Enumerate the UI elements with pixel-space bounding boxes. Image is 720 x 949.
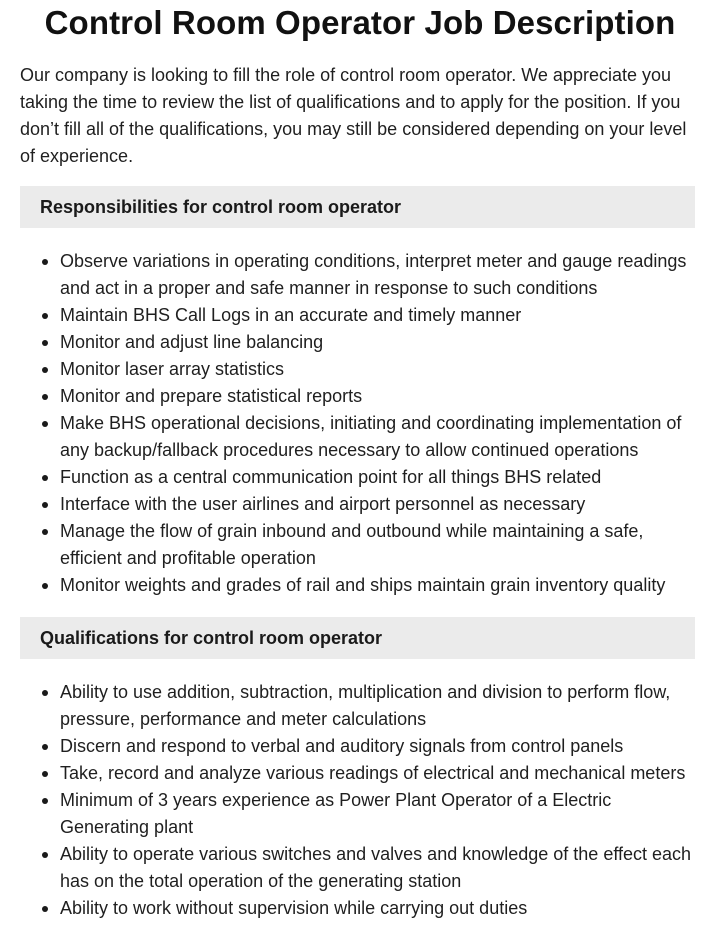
bullet-icon (42, 583, 48, 589)
list-item (20, 383, 700, 410)
list-item-text: Monitor laser array statistics (60, 359, 285, 379)
list-item-text: Observe variations in operating conditions, interpret meter and gauge readings and act in a proper and safe manner in response to such conditions (60, 251, 687, 298)
qualifications-heading: Qualifications for control room operator (20, 617, 695, 659)
list-item (20, 491, 700, 518)
list-item (20, 302, 700, 329)
bullet-icon (42, 394, 48, 400)
list-item (20, 410, 700, 464)
bullet-icon (42, 798, 48, 804)
list-item (20, 572, 700, 599)
list-item-text: Ability to operate various switches and valves and knowledge of the effect each has on the total operation of the generating station (60, 844, 692, 891)
bullet-icon (42, 771, 48, 777)
list-item-text: Maintain BHS Call Logs in an accurate and timely manner (60, 305, 522, 325)
list-item (20, 248, 700, 302)
list-item (20, 787, 700, 841)
list-item-text: Monitor weights and grades of rail and ships maintain grain inventory quality (60, 575, 666, 595)
bullet-icon (42, 367, 48, 373)
page-title: Control Room Operator Job Description (44, 4, 676, 41)
list-item-text: Take, record and analyze various readings of electrical and mechanical meters (60, 763, 686, 783)
list-item (20, 329, 700, 356)
bullet-icon (42, 744, 48, 750)
list-item (20, 356, 700, 383)
list-item (20, 518, 700, 572)
bullet-icon (42, 690, 48, 696)
list-item (20, 841, 700, 895)
bullet-icon (42, 502, 48, 508)
list-item-text: Monitor and prepare statistical reports (60, 386, 363, 406)
bullet-icon (42, 313, 48, 319)
intro-paragraph: Our company is looking to fill the role of control room operator. We appreciate you taking the time to review the list of qualifications and to apply for the position. If you don’t fill all of the qualifications, you may still be considered depending on your level of experience. (20, 65, 687, 166)
list-item (20, 464, 700, 491)
bullet-icon (42, 852, 48, 858)
list-item (20, 895, 700, 922)
list-item (20, 679, 700, 733)
list-item-text: Manage the flow of grain inbound and outbound while maintaining a safe, efficient and profitable operation (60, 521, 644, 568)
bullet-icon (42, 259, 48, 265)
list-item-text: Function as a central communication point for all things BHS related (60, 467, 602, 487)
list-item (20, 760, 700, 787)
bullet-icon (42, 475, 48, 481)
list-item-text: Minimum of 3 years experience as Power Plant Operator of a Electric Generating plant (60, 790, 612, 837)
list-item-text: Ability to work without supervision while carrying out duties (60, 898, 528, 918)
list-item-text: Make BHS operational decisions, initiating and coordinating implementation of any backup/fallback procedures necessary to allow continued operations (60, 413, 682, 460)
list-item (20, 733, 700, 760)
responsibilities-list (20, 248, 700, 599)
bullet-icon (42, 340, 48, 346)
qualifications-list (20, 679, 700, 922)
list-item-text: Ability to use addition, subtraction, multiplication and division to perform flow, pressure, performance and meter calculations (60, 682, 671, 729)
list-item-text: Interface with the user airlines and airport personnel as necessary (60, 494, 586, 514)
list-item-text: Discern and respond to verbal and auditory signals from control panels (60, 736, 624, 756)
bullet-icon (42, 906, 48, 912)
responsibilities-heading: Responsibilities for control room operator (20, 186, 695, 228)
bullet-icon (42, 421, 48, 427)
list-item-text: Monitor and adjust line balancing (60, 332, 324, 352)
bullet-icon (42, 529, 48, 535)
